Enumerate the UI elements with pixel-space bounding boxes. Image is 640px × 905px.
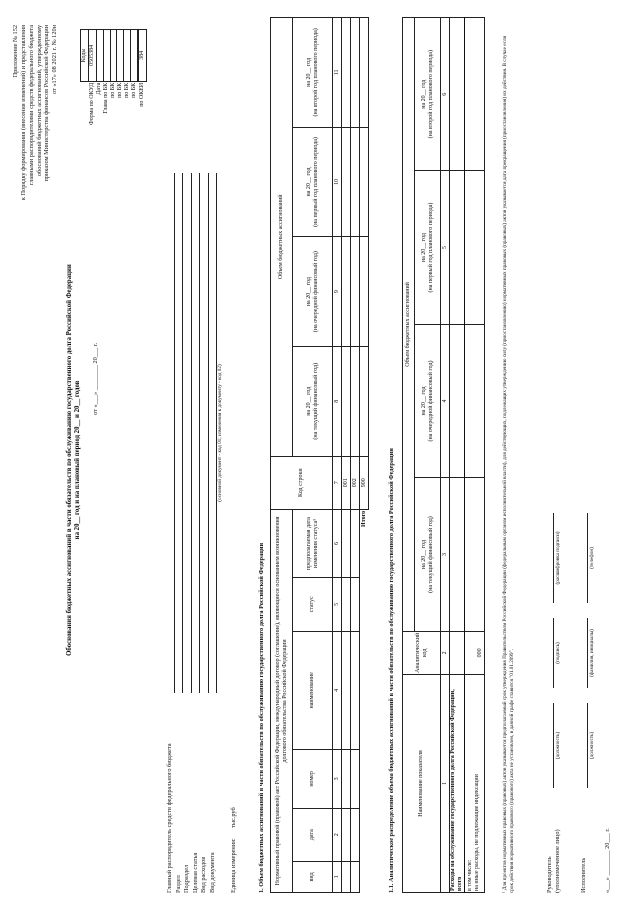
field-value[interactable]: [209, 173, 218, 693]
section1-table: [270, 17, 369, 893]
table-row: [464, 18, 484, 893]
table-row: [342, 18, 351, 893]
th-year: на 20__ год (на текущий финансовый год): [293, 346, 333, 456]
code-label: по БК: [130, 82, 137, 98]
appendix-line: обоснований бюджетных ассигнований, утвержденному: [35, 25, 43, 177]
row-code: 002: [351, 456, 360, 509]
th-name: наименование: [293, 631, 333, 750]
section11-table: Наименование показателя Аналитический код Объем бюджетных ассигнований на 20__ год (на текущий финансовый год) на 20__ год (на очередной финансовый год) на 20__ год (на первый год планового периода) на 20__ год (на второй год планового периода) 1 2 3 4 5 6 Расходы на обслуживание государственного долга Российской Федерации, всего в том числе: на иные расходы, не подлежащие индексации 000: [402, 17, 485, 893]
th-year: на 20__ год (на очередной финансовый год): [293, 237, 333, 347]
signature-caption: (подпись): [555, 642, 561, 664]
field-label: Главный распорядитель средств федерального бюджета: [166, 743, 173, 893]
field-value[interactable]: [200, 173, 209, 693]
col-num: 7: [333, 456, 342, 509]
field-label: Подраздел: [183, 864, 190, 893]
col-num: 1: [441, 674, 450, 892]
code-value[interactable]: 0505384: [88, 30, 96, 82]
field-label: Вид документа: [208, 852, 216, 893]
field-value[interactable]: [166, 173, 175, 693]
col-num: 2: [333, 808, 342, 861]
field-label: Целевая статья: [191, 852, 199, 893]
code-value[interactable]: 384: [139, 30, 147, 82]
col-num: 2: [441, 631, 450, 674]
document-title: [66, 135, 83, 785]
th-indicator-name: Наименование показателя: [403, 674, 441, 892]
total-label: Итого: [360, 509, 369, 892]
code-value[interactable]: [124, 30, 131, 82]
appendix-line: приказом Министерства финансов Российской Федерации: [43, 25, 51, 182]
col-num: 10: [333, 127, 342, 237]
col-num: 8: [333, 346, 342, 456]
code-label: Глава по БК: [103, 82, 110, 114]
col-num: 6: [441, 18, 450, 171]
footnote: ¹ Для проектов нормативных правовых (правовых) актов указывается предполагаемый срок утверждения Правительством Российской Федерации (федеральным органом исполнительной власти), для действующих, подлежащих утверждению силу (приостановлению) нормативных правовых (правовых) актов указывается дата прекращения (приостановления) их действия. В случае если срок действия нормативного правового (правового) акта не установлен, в данной графе ставится "01.01.2099".: [502, 35, 515, 893]
section11-title: 1.1. Аналитическое распределение объема бюджетных ассигнований в части обязательств по обслуживанию государственного долга Российской Федерации: [388, 448, 395, 893]
appendix-line: к Порядку формирования (внесения изменений) и представления: [19, 25, 27, 201]
appendix-block: [12, 25, 59, 345]
col-num: 1: [333, 861, 342, 892]
head-label: Руководитель: [546, 856, 553, 893]
code-label: по ОКЕИ: [139, 82, 146, 107]
col-num: 5: [333, 578, 342, 631]
code-value[interactable]: [103, 30, 110, 82]
row-code: 001: [342, 456, 351, 509]
total-code: 900: [360, 456, 369, 509]
signatures: [540, 333, 612, 893]
signature-date: «___» ________ 20___ г.: [604, 828, 611, 893]
row-main-code: [450, 631, 465, 674]
field-label: Вид расходов: [200, 856, 207, 893]
th-volume: Объем бюджетных ассигнований: [403, 18, 415, 632]
row-sub-label: на иные расходы, не подлежащие индексации: [474, 774, 481, 891]
col-num: 4: [441, 324, 450, 478]
code-label: по БК: [110, 82, 117, 98]
row-main-label: Расходы на обслуживание государственного долга Российской Федерации, всего: [450, 674, 465, 892]
col-num: 9: [333, 237, 342, 347]
code-label: Форма по ОКУД: [88, 82, 95, 125]
exec-position-caption: (должность): [589, 731, 595, 760]
field-label: Раздел: [174, 875, 182, 893]
row-incl-label: в том числе:: [467, 859, 474, 891]
th-volume: Объем бюджетных ассигнований: [271, 18, 293, 457]
section1-title: 1. Объем бюджетных ассигнований в части обязательств по обслуживанию государственного долга Российской Федерации: [258, 542, 265, 893]
appendix-line: главными распорядителями средств федерального бюджета: [27, 25, 35, 185]
appendix-title: Приложение № 152: [12, 25, 19, 78]
document-date: от «___» ________ 20___ г.: [92, 342, 99, 415]
th-npa: Нормативный правовой (правовой) акт Российской Федерации, международный договор (соглашение), являющиеся основанием возникновения долгового обязательства Российской Федерации: [271, 509, 293, 892]
codes-header: Коды: [81, 30, 89, 82]
document-title-line2: на 20__ год и на плановый период 20__ и 20__ годов: [74, 380, 82, 540]
col-num: 5: [441, 171, 450, 324]
head-sub: (уполномоченное лицо): [554, 829, 561, 893]
appendix-line: от «17» 08 2021 г. № 120н: [51, 25, 59, 95]
document-title-line1: Обоснования бюджетных ассигнований в части обязательств по обслуживанию государственного долга Российской Федерации: [66, 264, 73, 656]
field-value[interactable]: [192, 173, 201, 693]
code-label: Дата: [96, 82, 103, 95]
exec-label: Исполнитель: [580, 857, 587, 893]
table-row: [351, 18, 360, 893]
exec-fio-caption: (фамилия, инициалы): [589, 629, 595, 677]
col-num: 6: [333, 509, 342, 577]
th-year: на 20__ год (на первый год планового периода): [293, 127, 333, 237]
th-row-code: Код строки: [271, 456, 333, 509]
signature-field[interactable]: [544, 618, 554, 688]
table-row: [450, 18, 465, 893]
row-sub-code: 000: [464, 631, 484, 674]
doc-type-hint: (основной документ - код 01; изменения к документу - код 02): [217, 364, 223, 502]
code-label: по БК: [116, 82, 123, 98]
col-num: 3: [333, 750, 342, 808]
code-label: по БК: [123, 82, 130, 98]
code-value[interactable]: [110, 30, 117, 82]
th-year: на 20__ год (на второй год планового периода): [293, 18, 333, 128]
code-value[interactable]: [117, 30, 124, 82]
field-value[interactable]: [175, 173, 184, 693]
unit-value: тыс.руб: [229, 807, 237, 828]
phone-field[interactable]: [578, 513, 588, 603]
code-value[interactable]: [96, 30, 103, 82]
th-date: дата: [293, 808, 333, 861]
th-analytic-code: Аналитический код: [403, 631, 441, 674]
th-status: статус: [293, 578, 333, 631]
field-value[interactable]: [183, 173, 192, 693]
unit-label: Единица измерения:: [229, 838, 237, 893]
position-field[interactable]: [544, 703, 554, 788]
decoding-caption: (расшифровка подписи): [555, 531, 561, 585]
total-row: [360, 18, 369, 893]
th-status-date: предполагаемая дата изменения статуса¹: [293, 509, 333, 577]
exec-fio-field[interactable]: [578, 618, 588, 688]
phone-caption: (телефон): [589, 547, 595, 569]
col-num: 11: [333, 18, 342, 128]
position-caption: (должность): [555, 731, 561, 760]
decoding-field[interactable]: [544, 513, 554, 603]
codes-table: [80, 29, 147, 161]
col-num: 4: [333, 631, 342, 750]
col-num: 3: [441, 478, 450, 632]
header-fields: [166, 173, 237, 893]
code-value[interactable]: [131, 30, 138, 82]
exec-position-field[interactable]: [578, 703, 588, 788]
th-kind: вид: [293, 861, 333, 892]
th-number: номер: [293, 750, 333, 808]
